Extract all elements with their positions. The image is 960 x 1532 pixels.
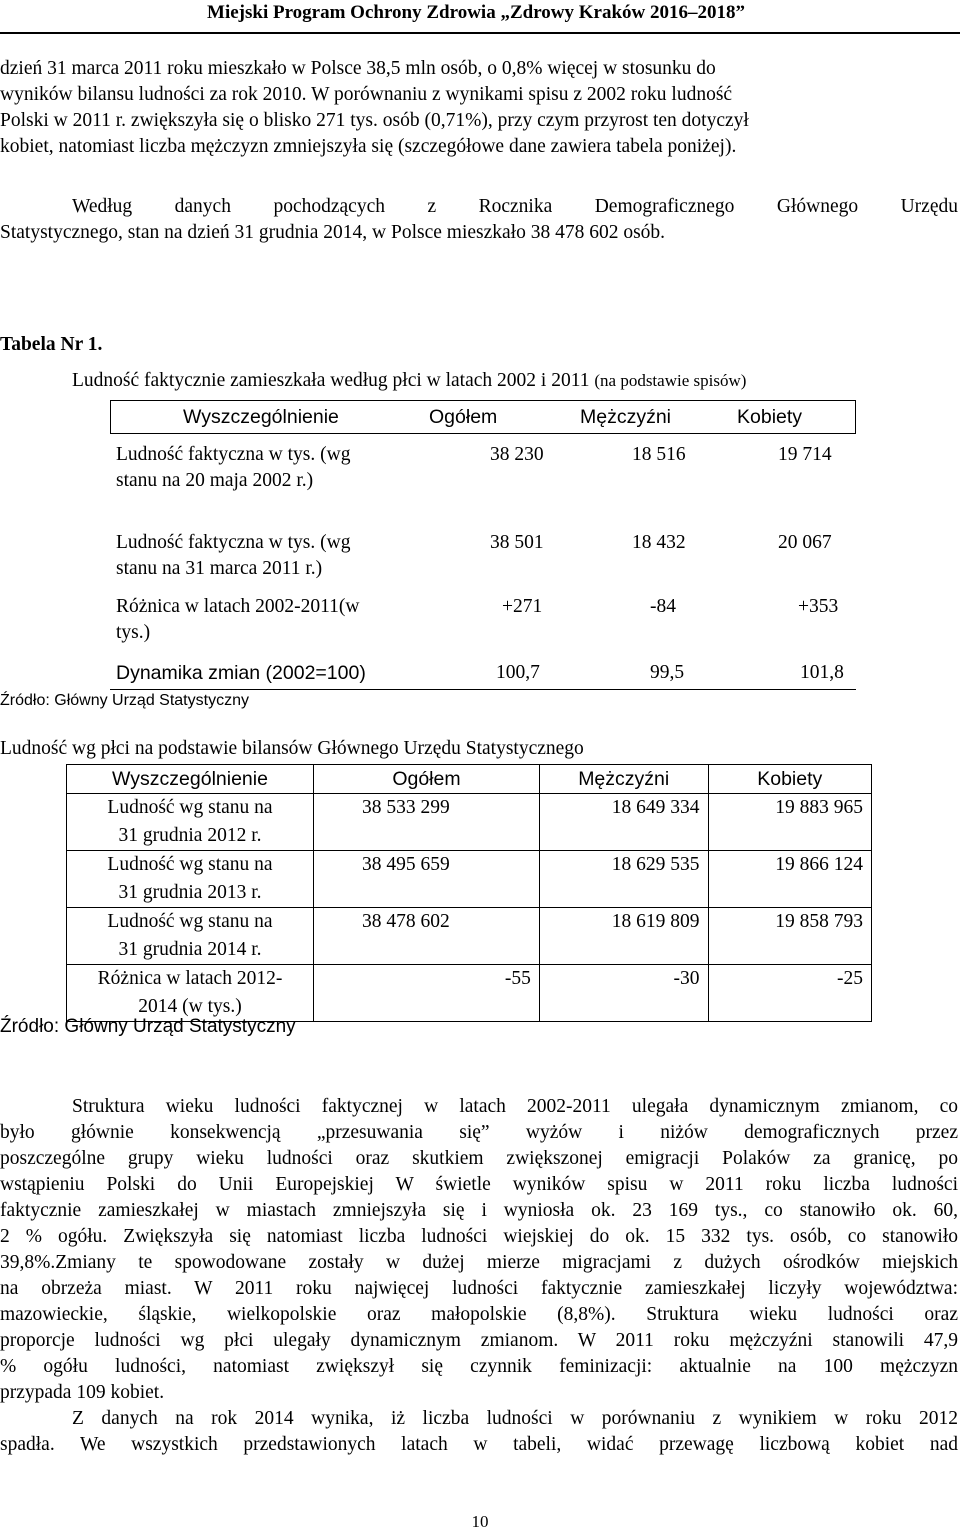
table2-header-cell: Wyszczególnienie bbox=[67, 765, 314, 794]
table1-header-cell: Wyszczególnienie bbox=[183, 406, 339, 428]
row-label: Dynamika zmian (2002=100) bbox=[116, 662, 366, 684]
cell-men: 18 619 809 bbox=[539, 908, 708, 965]
cell-men: 18 649 334 bbox=[539, 794, 708, 851]
cell-men: 18 432 bbox=[632, 532, 686, 553]
row-label: Ludność faktyczna w tys. (wg bbox=[116, 532, 351, 553]
row-label: stanu na 31 marca 2011 r.) bbox=[116, 558, 323, 579]
text-line: wyników bilansu ludności za rok 2010. W porównaniu z wynikami spisu z 2002 roku ludność bbox=[0, 84, 733, 105]
row-label-line: Ludność wg stanu na bbox=[107, 911, 273, 932]
text-line: spadła. We wszystkich przedstawionych latach w tabeli, widać przewagę liczbową kobiet nad bbox=[0, 1434, 958, 1455]
table2-title: Ludność wg płci na podstawie bilansów Głównego Urzędu Statystycznego bbox=[0, 738, 584, 759]
row-label: stanu na 20 maja 2002 r.) bbox=[116, 470, 314, 491]
row-label bbox=[67, 794, 314, 851]
table1-source: Źródło: Główny Urząd Statystyczny bbox=[0, 692, 249, 709]
cell-total: 38 495 659 bbox=[314, 851, 540, 908]
running-header: Miejski Program Ochrony Zdrowia „Zdrowy Kraków 2016–2018” bbox=[207, 2, 745, 23]
table1-label: Tabela Nr 1. bbox=[0, 334, 103, 355]
row-label bbox=[67, 851, 314, 908]
text-line: 39,8%.Zmiany te spowodowane zostały w dużej mierze migracjami z dużych ośrodków miejskich bbox=[0, 1252, 958, 1273]
table1-title-note: (na podstawie spisów) bbox=[594, 371, 747, 390]
text-line: % ogółu ludności, natomiast zwiększył się czynnik feminizacji: aktualnie na 100 mężczyzn bbox=[0, 1356, 958, 1377]
cell-men: 99,5 bbox=[650, 662, 685, 683]
table2-header-row bbox=[67, 765, 872, 794]
cell-women: 20 067 bbox=[778, 532, 832, 553]
table-row bbox=[67, 794, 872, 851]
row-label-line: 2014 (w tys.) bbox=[138, 996, 242, 1017]
row-label-line: 31 grudnia 2013 r. bbox=[118, 882, 262, 903]
table1-header-cell: Ogółem bbox=[429, 406, 498, 428]
cell-total: 38 501 bbox=[490, 532, 544, 553]
text-line: 2 % ogółu. Zwiększyła się natomiast liczba ludności wiejskiej do ok. 15 332 tys. osób, co stanowiło bbox=[0, 1226, 958, 1247]
table-row bbox=[67, 851, 872, 908]
row-label bbox=[67, 965, 314, 1022]
text-line: dzień 31 marca 2011 roku mieszkało w Polsce 38,5 mln osób, o 0,8% więcej w stosunku do bbox=[0, 58, 716, 79]
cell-total: 38 478 602 bbox=[314, 908, 540, 965]
cell-total: +271 bbox=[502, 596, 543, 617]
table1-header-row bbox=[110, 400, 856, 434]
table2-header-cell: Ogółem bbox=[314, 765, 540, 794]
text-line: wstąpieniu Polski do Unii Europejskiej W świetle wyników spisu w 2011 roku liczba ludności bbox=[0, 1174, 958, 1195]
cell-women: 19 714 bbox=[778, 444, 832, 465]
table-2 bbox=[66, 764, 872, 1022]
cell-men: -84 bbox=[650, 596, 676, 617]
table1-header-cell: Kobiety bbox=[737, 406, 803, 428]
table-row bbox=[67, 965, 872, 1022]
text-line: Z danych na rok 2014 wynika, iż liczba ludności w porównaniu z wynikiem w roku 2012 bbox=[72, 1408, 958, 1429]
table2-header-cell: Mężczyźni bbox=[539, 765, 708, 794]
cell-women: 101,8 bbox=[800, 662, 844, 683]
table1-title-text: Ludność faktycznie zamieszkała według płci w latach 2002 i 2011 bbox=[72, 370, 590, 391]
cell-total: 38 230 bbox=[490, 444, 544, 465]
page-number: 10 bbox=[471, 1512, 489, 1531]
cell-men: -30 bbox=[539, 965, 708, 1022]
text-line: poszczególne grupy wieku ludności oraz skutkiem zwiększonej emigracji Polaków za granicę, po bbox=[0, 1148, 958, 1169]
cell-women: -25 bbox=[708, 965, 872, 1022]
text-line: kobiet, natomiast liczba mężczyzn zmniejszyła się (szczegółowe dane zawiera tabela poniżej). bbox=[0, 136, 737, 157]
cell-women: 19 866 124 bbox=[708, 851, 872, 908]
text-line: Statystycznego, stan na dzień 31 grudnia 2014, w Polsce mieszkało 38 478 602 osób. bbox=[0, 222, 666, 243]
cell-women: 19 858 793 bbox=[708, 908, 872, 965]
text-line: Polski w 2011 r. zwiększyła się o blisko 271 tys. osób (0,71%), przy czym przyrost ten dotyczył bbox=[0, 110, 749, 131]
cell-total: -55 bbox=[314, 965, 540, 1022]
row-label: Ludność faktyczna w tys. (wg bbox=[116, 444, 351, 465]
header-rule bbox=[0, 32, 960, 34]
cell-total: 38 533 299 bbox=[314, 794, 540, 851]
row-label-line: 31 grudnia 2012 r. bbox=[118, 825, 262, 846]
table2-header-cell: Kobiety bbox=[708, 765, 872, 794]
text-line: było głównie konsekwencją „przesuwania się” wyżów i niżów demograficznych przez bbox=[0, 1122, 958, 1143]
row-label bbox=[67, 908, 314, 965]
cell-men: 18 516 bbox=[632, 444, 686, 465]
text-line: faktycznie zamieszkałej w miastach zmniejszyła się i wyniosła ok. 23 169 tys., co stanowiło ok. 60, bbox=[0, 1200, 958, 1221]
text-line: przypada 109 kobiet. bbox=[0, 1382, 165, 1403]
row-label-line: Różnica w latach 2012- bbox=[97, 968, 283, 989]
row-label-line: Ludność wg stanu na bbox=[107, 797, 273, 818]
text-line: Według danych pochodzących z Rocznika Demograficznego Głównego Urzędu bbox=[72, 196, 958, 217]
table1-header-cell: Mężczyźni bbox=[580, 406, 672, 428]
text-line: proporcje ludności wg płci ulegały dynamicznym zmianom. W 2011 roku mężczyźni stanowili 47,9 bbox=[0, 1330, 958, 1351]
row-label: tys.) bbox=[116, 622, 151, 643]
cell-men: 18 629 535 bbox=[539, 851, 708, 908]
table-row bbox=[67, 908, 872, 965]
cell-women: +353 bbox=[798, 596, 839, 617]
row-label: Różnica w latach 2002-2011(w bbox=[116, 596, 360, 617]
row-label-line: Ludność wg stanu na bbox=[107, 854, 273, 875]
cell-women: 19 883 965 bbox=[708, 794, 872, 851]
table1-title bbox=[72, 370, 746, 392]
text-line: mazowieckie, śląskie, wielkopolskie oraz małopolskie (8,8%). Struktura wieku ludności oraz bbox=[0, 1304, 958, 1325]
cell-total: 100,7 bbox=[496, 662, 540, 683]
text-line: na obrzeża miast. W 2011 roku najwięcej ludności faktycznie zamieszkałej liczyły województwa: bbox=[0, 1278, 958, 1299]
row-label-line: 31 grudnia 2014 r. bbox=[118, 939, 262, 960]
text-line: Struktura wieku ludności faktycznej w latach 2002-2011 ulegała dynamicznym zmianom, co bbox=[72, 1096, 958, 1117]
table1-bottom-rule bbox=[110, 689, 856, 690]
table2-source: Źródło: Główny Urząd Statystyczny bbox=[0, 1016, 296, 1037]
